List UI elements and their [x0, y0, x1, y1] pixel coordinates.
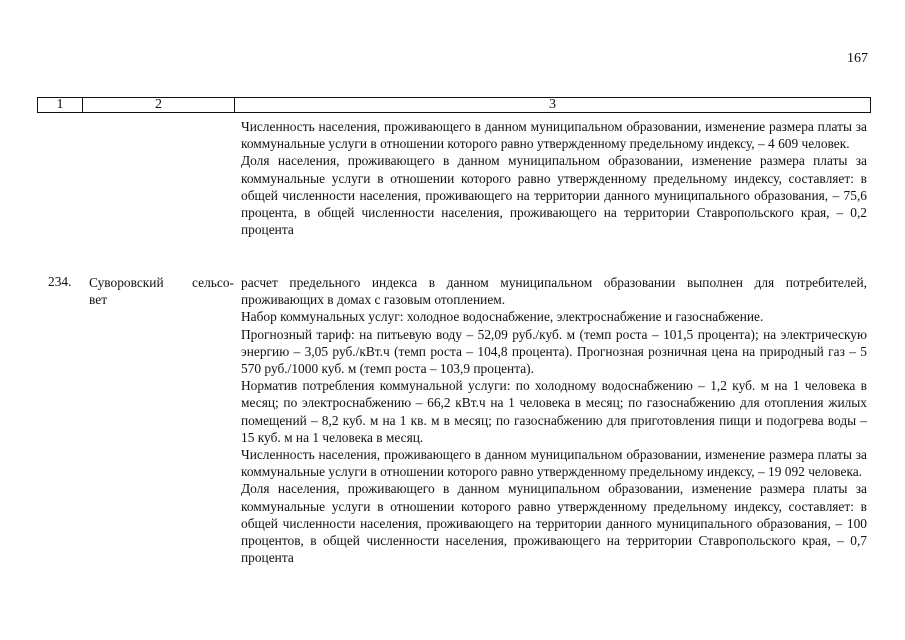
row-municipality-name [89, 274, 234, 308]
row-description [241, 274, 867, 566]
column-header-3: 3 [549, 97, 556, 112]
row-paragraph: Набор коммунальных услуг: холодное водоснабжение, электроснабжение и газоснабжение. [241, 309, 764, 325]
column-header-2: 2 [83, 98, 235, 112]
continued-paragraph: Численность населения, проживающего в данном муниципальном образовании, изменение размера платы за коммунальные услуги в отношении которого равно утвержденному предельному индексу, – 4 609 человек. [241, 119, 867, 152]
row-paragraph: расчет предельного индекса в данном муниципальном образовании выполнен для потребителей, проживающих в домах с газовым отоплением. [241, 275, 867, 308]
row-paragraph: Прогнозный тариф: на питьевую воду – 52,09 руб./куб. м (темп роста – 101,5 процента); на электрическую энергию – 3,05 руб./кВт.ч (темп роста – 104,8 процента). Прогнозная розничная цена на природный газ – 5 570 руб./1000 куб. м (темп роста – 103,9 процента). [241, 326, 867, 377]
column-header-row [37, 97, 871, 113]
continued-paragraph: Доля населения, проживающего в данном муниципальном образовании, изменение размера платы за коммунальные услуги в отношении которого равно утвержденному предельному индексу, составляет: в общей численности населения, проживающего на территории данного муниципального образования, – 75,6 процента, в общей численности населения, проживающего на территории Ставропольского края, – 0,2 процента [241, 153, 867, 238]
row-name-line-1: Суворовский сельсо- [89, 275, 234, 290]
row-number: 234. [48, 274, 72, 289]
continued-text [241, 118, 867, 238]
row-name-line-2: вет [89, 292, 108, 308]
row-paragraph: Численность населения, проживающего в данном муниципальном образовании, изменение размера платы за коммунальные услуги в отношении которого равно утвержденному предельному индексу, – 19 092 человека. [241, 447, 867, 480]
row-paragraph: Норматив потребления коммунальной услуги: по холодному водоснабжению – 1,2 куб. м на 1 человека в месяц; по электроснабжению – 66,2 кВт.ч на 1 человека в месяц; по газоснабжению для отопления жилых помещений – 8,2 куб. м на 1 кв. м в месяц; по газоснабжению для приготовления пищи и подогрева воды – 15 куб. м на 1 человека в месяц. [241, 378, 867, 445]
page-number: 167 [847, 51, 868, 66]
column-header-1: 1 [38, 98, 83, 112]
row-paragraph: Доля населения, проживающего в данном муниципальном образовании, изменение размера платы за коммунальные услуги в отношении которого равно утвержденному предельному индексу, составляет: в общей численности населения, проживающего на территории данного муниципального образования, – 100 процентов, в общей численности населения, проживающего на территории Ставропольского края, – 0,7 процента [241, 481, 867, 566]
